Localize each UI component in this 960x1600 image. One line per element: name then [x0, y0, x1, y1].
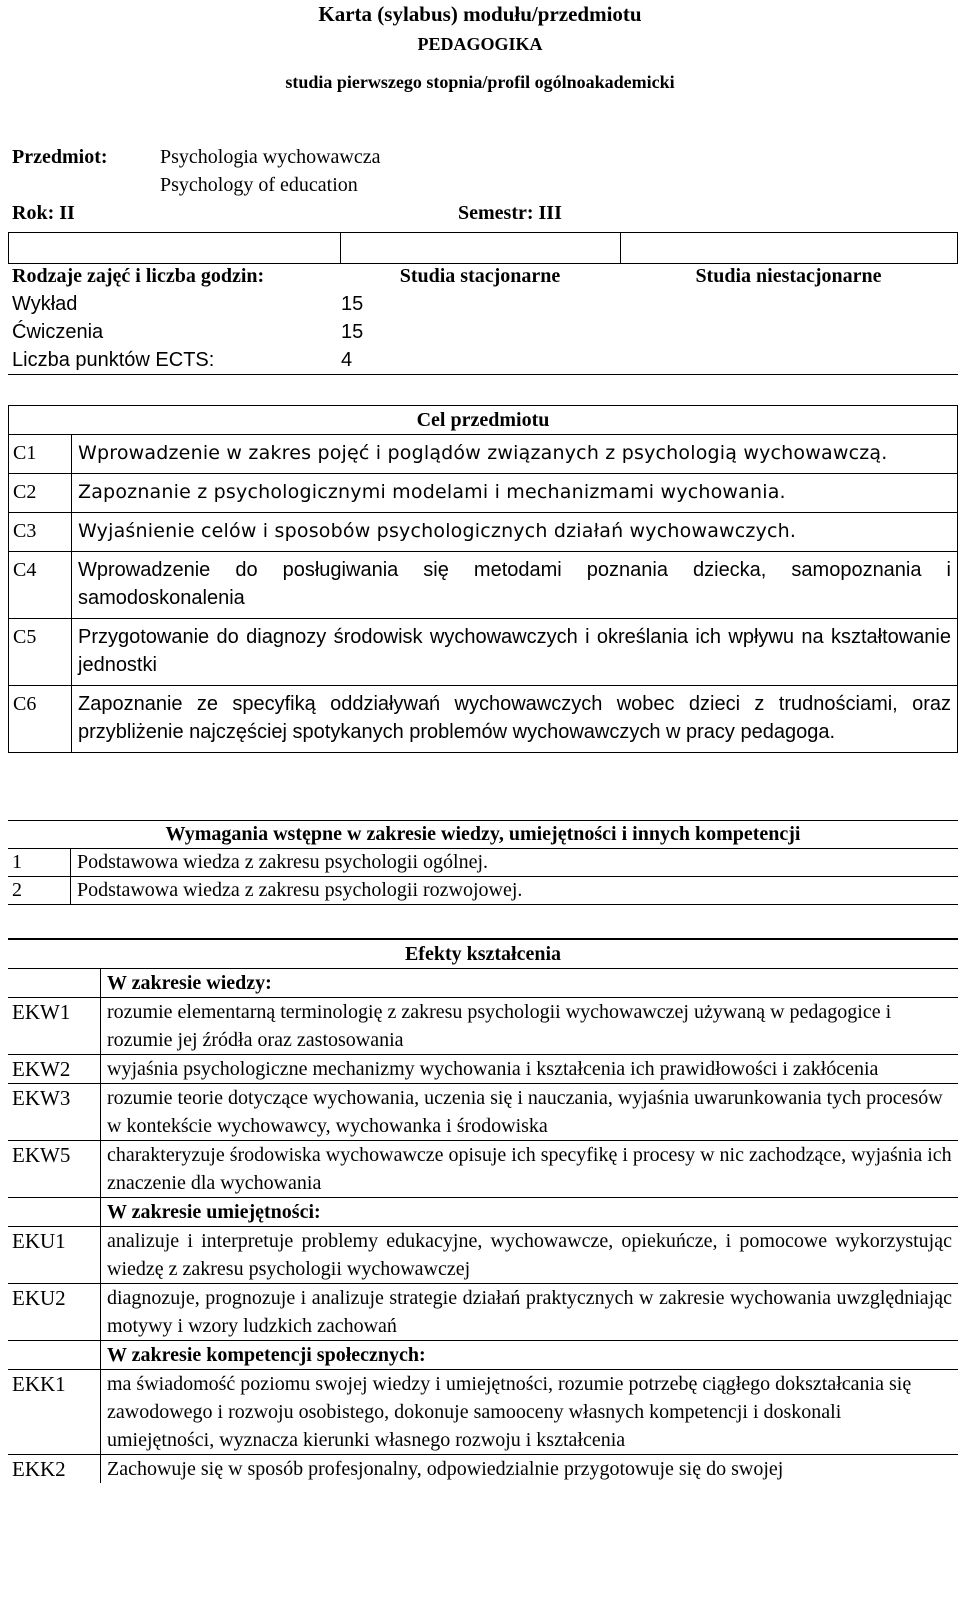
requirement-text: Podstawowa wiedza z zakresu psychologii ogólnej.: [71, 849, 959, 877]
subject-name-en: Psychology of education: [160, 174, 358, 196]
outcome-text: rozumie teorie dotyczące wychowania, uczenia się i nauczania, wyjaśnia uwarunkowania tych procesów w kontekście wychowawcy, wychowanka i środowiska: [101, 1084, 959, 1141]
requirement-code: 1: [8, 849, 71, 877]
outcome-row: [8, 1084, 958, 1141]
goal-text: Wyjaśnienie celów i sposobów psychologicznych działań wychowawczych.: [72, 513, 958, 552]
outcome-code: EKW3: [8, 1084, 101, 1141]
outcome-row: [8, 1284, 958, 1341]
requirement-row: [8, 849, 958, 877]
outcome-row: [8, 1141, 958, 1198]
social-header: W zakresie kompetencji społecznych:: [101, 1341, 959, 1370]
goal-text: Zapoznanie ze specyfiką oddziaływań wychowawczych wobec dzieci z trudnościami, oraz przybliżenie najczęściej spotykanych problemów wychowawczych w pracy pedagoga.: [72, 686, 958, 753]
outcome-text: ma świadomość poziomu swojej wiedzy i umiejętności, rozumie potrzebę ciągłego dokształcania się zawodowego i rozwoju osobistego, dokonuje samooceny własnych kompetencji i doskonali umiejętności, wyznacza kierunki własnego rozwoju i kształcenia: [101, 1370, 959, 1455]
outcome-row: [8, 1370, 958, 1455]
goal-row: [9, 513, 958, 552]
goal-code: C3: [9, 513, 72, 552]
outcome-text: analizuje i interpretuje problemy edukacyjne, wychowawcze, opiekuńcze, i pomocowe wykorzystując wiedzę z zakresu psychologii wychowawczej: [101, 1227, 959, 1284]
hours-row-name: Wykład: [12, 293, 78, 315]
outcome-code: EKU1: [8, 1227, 101, 1284]
goal-text: Przygotowanie do diagnozy środowisk wychowawczych i określania ich wpływu na kształtowanie jednostki: [72, 619, 958, 686]
outcome-row: [8, 998, 958, 1055]
outcomes-table: [8, 938, 958, 1483]
goal-row: [9, 552, 958, 619]
hours-row-name: Ćwiczenia: [12, 321, 104, 343]
goal-code: C4: [9, 552, 72, 619]
outcome-code: EKW2: [8, 1055, 101, 1084]
goal-row: [9, 619, 958, 686]
goals-title: Cel przedmiotu: [416, 409, 550, 431]
outcome-text: wyjaśnia psychologiczne mechanizmy wychowania i kształcenia ich prawidłowości i zakłócenia: [101, 1055, 959, 1084]
goal-row: [9, 474, 958, 513]
col-stationary: Studia stacjonarne: [399, 265, 561, 287]
program-name: PEDAGOGIKA: [417, 34, 543, 54]
knowledge-header: W zakresie wiedzy:: [101, 969, 959, 998]
requirements-title: Wymagania wstępne w zakresie wiedzy, umiejętności i innych kompetencji: [8, 821, 958, 849]
outcome-text: diagnozuje, prognozuje i analizuje strategie działań praktycznych w zakresie wychowania uwzględniając motywy i wzory ludzkich zachowań: [101, 1284, 959, 1341]
requirement-row: [8, 877, 958, 905]
outcome-row: [8, 1227, 958, 1284]
goal-code: C5: [9, 619, 72, 686]
outcome-code: EKW5: [8, 1141, 101, 1198]
outcome-row: [8, 1055, 958, 1084]
outcome-code: EKK1: [8, 1370, 101, 1455]
goal-text: Zapoznanie z psychologicznymi modelami i mechanizmami wychowania.: [72, 474, 958, 513]
goal-row: [9, 435, 958, 474]
requirement-text: Podstawowa wiedza z zakresu psychologii rozwojowej.: [71, 877, 959, 905]
hours-row: [8, 290, 958, 318]
goals-table: [8, 405, 958, 753]
subject-label: Przedmiot:: [12, 146, 108, 168]
study-level: studia pierwszego stopnia/profil ogólnoakademicki: [285, 72, 675, 92]
outcomes-title: Efekty kształcenia: [8, 939, 958, 969]
subject-table: [8, 143, 958, 227]
separator-grid: [8, 232, 958, 264]
outcome-text: rozumie elementarną terminologię z zakresu psychologii wychowawczej używaną w pedagogice i rozumie jej źródła oraz zastosowania: [101, 998, 959, 1055]
year-label: Rok: II: [12, 202, 75, 224]
outcome-code: EKW1: [8, 998, 101, 1055]
outcome-code: EKK2: [8, 1455, 101, 1484]
outcome-row: [8, 1455, 958, 1484]
outcome-text: Zachowuje się w sposób profesjonalny, odpowiedzialnie przygotowuje się do swojej: [101, 1455, 959, 1484]
goal-code: C2: [9, 474, 72, 513]
subject-name-pl: Psychologia wychowawcza: [160, 146, 381, 168]
goal-code: C6: [9, 686, 72, 753]
hours-header: Rodzaje zajęć i liczba godzin:: [12, 265, 265, 287]
hours-row: [8, 318, 958, 346]
goal-code: C1: [9, 435, 72, 474]
hours-row-stationary: 15: [341, 321, 364, 343]
outcome-text: charakteryzuje środowiska wychowawcze opisuje ich specyfikę i procesy w nic zachodzące, wyjaśnia ich znaczenie dla wychowania: [101, 1141, 959, 1198]
skills-header: W zakresie umiejętności:: [101, 1198, 959, 1227]
hours-row-stationary: 4: [341, 349, 353, 371]
hours-row-name: Liczba punktów ECTS:: [12, 349, 215, 371]
outcome-code: EKU2: [8, 1284, 101, 1341]
semester-label: Semestr: III: [458, 202, 562, 224]
col-extramural: Studia niestacjonarne: [695, 265, 882, 287]
requirement-code: 2: [8, 877, 71, 905]
requirements-table: [8, 820, 958, 905]
hours-row-stationary: 15: [341, 293, 364, 315]
hours-table: [8, 262, 958, 375]
hours-row: [8, 346, 958, 375]
goal-row: [9, 686, 958, 753]
goal-text: Wprowadzenie do posługiwania się metodami poznania dziecka, samopoznania i samodoskonalenia: [72, 552, 958, 619]
goal-text: Wprowadzenie w zakres pojęć i poglądów związanych z psychologią wychowawczą.: [72, 435, 958, 474]
document-title: Karta (sylabus) modułu/przedmiotu: [318, 2, 642, 26]
